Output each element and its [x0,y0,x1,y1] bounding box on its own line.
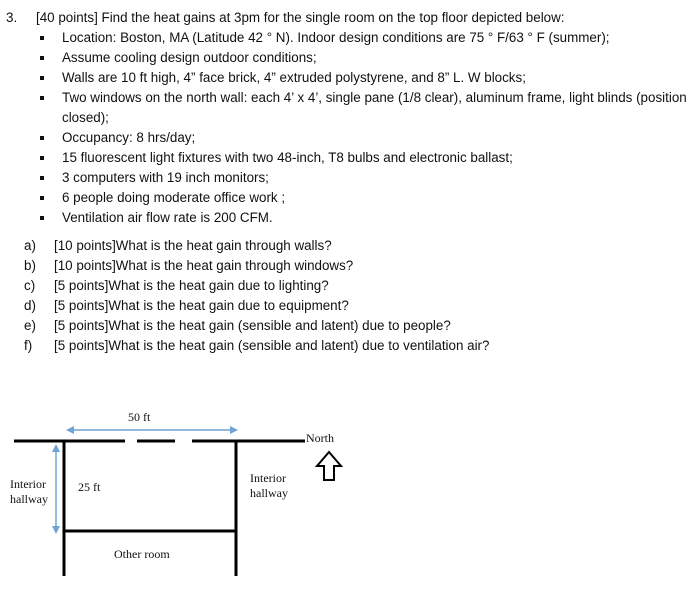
north-arrow-icon [317,452,341,480]
question-letter: c) [24,278,36,293]
question-text: [5 points]What is the heat gain (sensible and latent) due to people? [54,318,451,333]
right-hallway-label [250,471,288,501]
condition-item: Ventilation air flow rate is 200 CFM. [6,208,696,228]
question-item [6,256,696,276]
question-item [6,236,696,256]
left-hallway-label [10,477,48,507]
question-text: [5 points]What is the heat gain (sensible and latent) due to ventilation air? [54,338,490,353]
question-item [6,316,696,336]
left-hallway-line2: hallway [10,492,48,506]
condition-item: Walls are 10 ft high, 4” face brick, 4” extruded polystyrene, and 8” L. W blocks; [6,68,696,88]
condition-item: Occupancy: 8 hrs/day; [6,128,696,148]
floor-plan-diagram [0,400,700,600]
depth-arrow-top [52,444,60,452]
right-hallway-line1: Interior [250,471,286,485]
question-item [6,276,696,296]
question-text: [10 points]What is the heat gain through walls? [54,238,332,253]
question-text: [5 points]What is the heat gain due to equipment? [54,298,349,313]
problem-statement [6,8,696,356]
question-item [6,296,696,316]
question-text: [5 points]What is the heat gain due to lighting? [54,278,329,293]
questions-list [6,236,696,356]
question-text: [10 points]What is the heat gain through windows? [54,258,354,273]
condition-item: 3 computers with 19 inch monitors; [6,168,696,188]
question-item [6,336,696,356]
question-letter: e) [24,318,36,333]
condition-item: Two windows on the north wall: each 4’ x 4’, single pane (1/8 clear), aluminum frame, light blinds (position closed); [6,88,696,128]
question-letter: f) [24,338,33,353]
question-letter: d) [24,298,36,313]
floor-plan-svg [0,400,700,600]
right-hallway-line2: hallway [250,486,288,500]
depth-arrow-bottom [52,526,60,534]
north-label: North [306,431,334,445]
conditions-list [6,28,696,228]
other-room-label: Other room [114,547,170,561]
question-letter: a) [24,238,36,253]
depth-label: 25 ft [78,480,101,494]
width-arrow-left [66,426,74,434]
condition-item: Assume cooling design outdoor conditions; [6,48,696,68]
problem-header [6,8,696,28]
width-label: 50 ft [128,410,151,424]
condition-item: 6 people doing moderate office work ; [6,188,696,208]
problem-title: [40 points] Find the heat gains at 3pm for the single room on the top floor depicted below: [36,10,565,25]
problem-number: 3. [6,10,18,25]
condition-item: Location: Boston, MA (Latitude 42 ° N). Indoor design conditions are 75 ° F/63 ° F (summer); [6,28,696,48]
left-hallway-line1: Interior [10,477,46,491]
condition-item: 15 fluorescent light fixtures with two 48-inch, T8 bulbs and electronic ballast; [6,148,696,168]
question-letter: b) [24,258,36,273]
width-arrow-right [230,426,238,434]
